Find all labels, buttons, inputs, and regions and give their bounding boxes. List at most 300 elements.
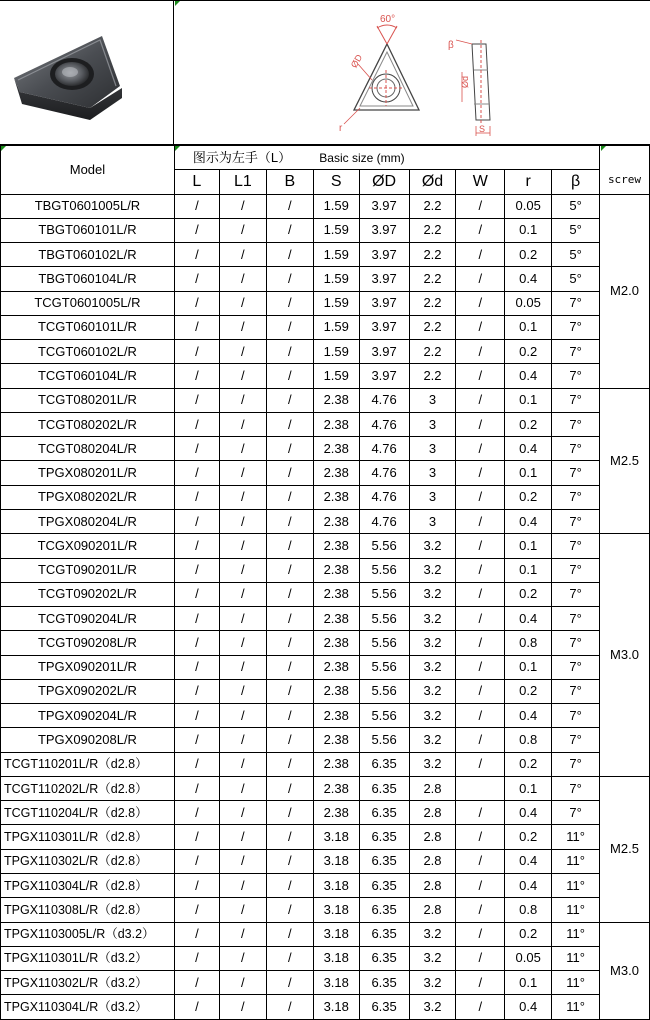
cell-r: 0.2 xyxy=(505,922,552,946)
cell-L1: / xyxy=(219,582,266,606)
cell-L: / xyxy=(174,776,219,800)
cell-W: / xyxy=(456,704,505,728)
model-cell: TBGT0601005L/R xyxy=(1,194,175,218)
cell-L: / xyxy=(174,291,219,315)
cell-r: 0.1 xyxy=(505,655,552,679)
cell-L1: / xyxy=(219,704,266,728)
cell-L: / xyxy=(174,849,219,873)
cell-L1: / xyxy=(219,534,266,558)
cell-r: 0.1 xyxy=(505,558,552,582)
cell-beta: 7° xyxy=(552,631,600,655)
cell-B: / xyxy=(266,922,313,946)
cell-L: / xyxy=(174,873,219,897)
cell-beta: 7° xyxy=(552,752,600,776)
cell-B: / xyxy=(266,825,313,849)
cell-S: 2.38 xyxy=(313,461,359,485)
cell-S: 2.38 xyxy=(313,437,359,461)
cell-beta: 7° xyxy=(552,558,600,582)
cell-phi-d: 3.2 xyxy=(409,582,456,606)
cell-phi-D: 6.35 xyxy=(359,849,409,873)
cell-S: 2.38 xyxy=(313,752,359,776)
cell-phi-d: 3.2 xyxy=(409,728,456,752)
cell-W: / xyxy=(456,971,505,995)
cell-L: / xyxy=(174,534,219,558)
cell-phi-D: 3.97 xyxy=(359,364,409,388)
model-cell: TCGT080202L/R xyxy=(1,412,175,436)
table-row xyxy=(1,946,650,970)
model-cell: TPGX1103005L/R（d3.2） xyxy=(1,922,175,946)
cell-phi-d: 3 xyxy=(409,437,456,461)
cell-phi-D: 4.76 xyxy=(359,509,409,533)
cell-L1: / xyxy=(219,607,266,631)
cell-L1: / xyxy=(219,752,266,776)
phi-d-label: Ød xyxy=(460,75,470,88)
cell-phi-D: 4.76 xyxy=(359,461,409,485)
cell-W: / xyxy=(456,898,505,922)
model-cell: TPGX090201L/R xyxy=(1,655,175,679)
cell-phi-D: 3.97 xyxy=(359,243,409,267)
cell-W: / xyxy=(456,825,505,849)
cell-L: / xyxy=(174,194,219,218)
table-row xyxy=(1,922,650,946)
cell-L: / xyxy=(174,218,219,242)
cell-B: / xyxy=(266,558,313,582)
cell-S: 2.38 xyxy=(313,776,359,800)
table-row xyxy=(1,412,650,436)
cell-S: 1.59 xyxy=(313,194,359,218)
model-cell: TCGT0601005L/R xyxy=(1,291,175,315)
cell-L: / xyxy=(174,825,219,849)
cell-r: 0.05 xyxy=(505,291,552,315)
cell-beta: 7° xyxy=(552,340,600,364)
cell-r: 0.2 xyxy=(505,582,552,606)
table-row xyxy=(1,607,650,631)
cell-phi-d: 3.2 xyxy=(409,679,456,703)
cell-B: / xyxy=(266,776,313,800)
cell-r: 0.4 xyxy=(505,873,552,897)
cell-phi-D: 6.35 xyxy=(359,971,409,995)
cell-r: 0.8 xyxy=(505,728,552,752)
col-beta: β xyxy=(552,170,600,194)
screw-size-cell: M2.0 xyxy=(600,194,650,388)
cell-mark xyxy=(601,146,606,151)
cell-L: / xyxy=(174,412,219,436)
cell-B: / xyxy=(266,485,313,509)
cell-beta: 11° xyxy=(552,898,600,922)
cell-r: 0.2 xyxy=(505,679,552,703)
cell-L: / xyxy=(174,898,219,922)
cell-W: / xyxy=(456,364,505,388)
cell-W: / xyxy=(456,194,505,218)
cell-phi-D: 6.35 xyxy=(359,946,409,970)
cell-L1: / xyxy=(219,849,266,873)
cell-B: / xyxy=(266,340,313,364)
r-label: r xyxy=(339,123,343,134)
cell-mark xyxy=(175,1,180,6)
cell-phi-D: 4.76 xyxy=(359,412,409,436)
cell-r: 0.1 xyxy=(505,315,552,339)
cell-r: 0.4 xyxy=(505,267,552,291)
cell-beta: 7° xyxy=(552,509,600,533)
table-row xyxy=(1,291,650,315)
cell-S: 2.38 xyxy=(313,679,359,703)
cell-L: / xyxy=(174,995,219,1019)
cell-phi-D: 6.35 xyxy=(359,752,409,776)
cell-S: 1.59 xyxy=(313,315,359,339)
cell-S: 1.59 xyxy=(313,218,359,242)
cell-L1: / xyxy=(219,218,266,242)
cell-W: / xyxy=(456,509,505,533)
cell-W: / xyxy=(456,388,505,412)
cell-S: 3.18 xyxy=(313,825,359,849)
cell-W: / xyxy=(456,679,505,703)
cell-beta: 11° xyxy=(552,849,600,873)
cell-beta: 11° xyxy=(552,971,600,995)
cell-phi-d: 3 xyxy=(409,388,456,412)
cell-phi-D: 5.56 xyxy=(359,607,409,631)
cell-L1: / xyxy=(219,946,266,970)
S-label: S xyxy=(479,124,486,134)
cell-beta: 7° xyxy=(552,728,600,752)
cell-phi-D: 5.56 xyxy=(359,679,409,703)
cell-L: / xyxy=(174,461,219,485)
model-header: Model xyxy=(1,146,175,195)
cell-mark xyxy=(175,146,180,151)
cell-phi-D: 5.56 xyxy=(359,728,409,752)
table-row xyxy=(1,801,650,825)
cell-phi-D: 4.76 xyxy=(359,485,409,509)
cell-B: / xyxy=(266,388,313,412)
cell-L1: / xyxy=(219,194,266,218)
cell-W: / xyxy=(456,461,505,485)
model-cell: TBGT060102L/R xyxy=(1,243,175,267)
cell-L1: / xyxy=(219,388,266,412)
cell-r: 0.4 xyxy=(505,801,552,825)
cell-S: 3.18 xyxy=(313,946,359,970)
cell-r: 0.1 xyxy=(505,971,552,995)
cell-beta: 11° xyxy=(552,922,600,946)
cell-W: / xyxy=(456,849,505,873)
cell-W: / xyxy=(456,437,505,461)
cell-B: / xyxy=(266,801,313,825)
cell-W: / xyxy=(456,607,505,631)
cell-beta: 5° xyxy=(552,267,600,291)
cell-B: / xyxy=(266,898,313,922)
cell-phi-d: 3 xyxy=(409,461,456,485)
cell-B: / xyxy=(266,849,313,873)
model-cell: TPGX110304L/R（d2.8） xyxy=(1,873,175,897)
cell-beta: 7° xyxy=(552,485,600,509)
model-cell: TCGT060101L/R xyxy=(1,315,175,339)
cell-phi-D: 6.35 xyxy=(359,995,409,1019)
cell-beta: 7° xyxy=(552,437,600,461)
model-cell: TCGT090204L/R xyxy=(1,607,175,631)
cell-beta: 5° xyxy=(552,218,600,242)
model-cell: TBGT060104L/R xyxy=(1,267,175,291)
cell-phi-d: 3.2 xyxy=(409,607,456,631)
cell-beta: 11° xyxy=(552,946,600,970)
cell-L1: / xyxy=(219,315,266,339)
cell-beta: 7° xyxy=(552,776,600,800)
cell-B: / xyxy=(266,752,313,776)
cell-L1: / xyxy=(219,801,266,825)
model-cell: TCGT080204L/R xyxy=(1,437,175,461)
cell-r: 0.4 xyxy=(505,364,552,388)
table-row xyxy=(1,340,650,364)
cell-beta: 7° xyxy=(552,364,600,388)
cell-phi-d: 3 xyxy=(409,412,456,436)
cell-L1: / xyxy=(219,898,266,922)
cell-r: 0.4 xyxy=(505,995,552,1019)
model-cell: TPGX090208L/R xyxy=(1,728,175,752)
cell-L: / xyxy=(174,607,219,631)
cell-W: / xyxy=(456,267,505,291)
cell-W: / xyxy=(456,291,505,315)
technical-drawing-cell xyxy=(174,0,650,145)
cell-B: / xyxy=(266,509,313,533)
cell-S: 2.38 xyxy=(313,534,359,558)
cell-beta: 11° xyxy=(552,995,600,1019)
screw-size-cell: M3.0 xyxy=(600,922,650,1019)
cell-S: 2.38 xyxy=(313,558,359,582)
model-cell: TCGT060104L/R xyxy=(1,364,175,388)
col-B: B xyxy=(266,170,313,194)
cell-r: 0.2 xyxy=(505,485,552,509)
cell-L1: / xyxy=(219,631,266,655)
cell-r: 0.4 xyxy=(505,704,552,728)
table-row xyxy=(1,315,650,339)
cell-W: / xyxy=(456,412,505,436)
cell-beta: 7° xyxy=(552,704,600,728)
model-cell: TCGT090208L/R xyxy=(1,631,175,655)
cell-B: / xyxy=(266,679,313,703)
cell-phi-D: 4.76 xyxy=(359,388,409,412)
cell-beta: 7° xyxy=(552,412,600,436)
cell-phi-D: 3.97 xyxy=(359,194,409,218)
cell-S: 2.38 xyxy=(313,485,359,509)
table-row xyxy=(1,704,650,728)
cell-L: / xyxy=(174,922,219,946)
angle-annotation xyxy=(377,25,397,44)
cell-r: 0.4 xyxy=(505,437,552,461)
model-cell: TCGT090202L/R xyxy=(1,582,175,606)
cell-W xyxy=(456,776,505,800)
cell-L1: / xyxy=(219,655,266,679)
cell-S: 1.59 xyxy=(313,267,359,291)
table-row xyxy=(1,558,650,582)
cell-phi-d: 2.2 xyxy=(409,340,456,364)
cell-L1: / xyxy=(219,243,266,267)
left-hand-note: 图示为左手（L） xyxy=(174,146,313,170)
cell-L: / xyxy=(174,631,219,655)
cell-beta: 7° xyxy=(552,291,600,315)
model-cell: TBGT060101L/R xyxy=(1,218,175,242)
cell-B: / xyxy=(266,315,313,339)
cell-S: 1.59 xyxy=(313,243,359,267)
model-cell: TPGX080201L/R xyxy=(1,461,175,485)
cell-beta: 7° xyxy=(552,388,600,412)
model-cell: TCGX090201L/R xyxy=(1,534,175,558)
cell-L: / xyxy=(174,364,219,388)
cell-L1: / xyxy=(219,412,266,436)
cell-phi-d: 2.2 xyxy=(409,291,456,315)
table-row xyxy=(1,873,650,897)
cell-W: / xyxy=(456,315,505,339)
cell-beta: 7° xyxy=(552,655,600,679)
cell-L: / xyxy=(174,388,219,412)
cell-L1: / xyxy=(219,291,266,315)
insert-photo xyxy=(0,0,174,145)
cell-L: / xyxy=(174,946,219,970)
model-cell: TCGT080201L/R xyxy=(1,388,175,412)
cell-L1: / xyxy=(219,509,266,533)
triangle-front-view xyxy=(354,44,419,110)
model-cell: TCGT110204L/R（d2.8） xyxy=(1,801,175,825)
cell-phi-d: 3.2 xyxy=(409,946,456,970)
cell-B: / xyxy=(266,655,313,679)
cell-phi-D: 3.97 xyxy=(359,315,409,339)
cell-S: 2.38 xyxy=(313,582,359,606)
screw-size-cell: M3.0 xyxy=(600,534,650,777)
cell-r: 0.05 xyxy=(505,946,552,970)
cell-L: / xyxy=(174,267,219,291)
cell-B: / xyxy=(266,946,313,970)
cell-phi-D: 4.76 xyxy=(359,437,409,461)
cell-phi-d: 3.2 xyxy=(409,655,456,679)
cell-B: / xyxy=(266,971,313,995)
cell-L: / xyxy=(174,558,219,582)
cell-L: / xyxy=(174,315,219,339)
cell-L1: / xyxy=(219,558,266,582)
cell-phi-d: 2.8 xyxy=(409,776,456,800)
cell-phi-D: 3.97 xyxy=(359,291,409,315)
cell-beta: 11° xyxy=(552,825,600,849)
cell-B: / xyxy=(266,218,313,242)
model-cell: TPGX080202L/R xyxy=(1,485,175,509)
cell-phi-D: 5.56 xyxy=(359,534,409,558)
cell-beta: 7° xyxy=(552,607,600,631)
cell-L1: / xyxy=(219,825,266,849)
cell-r: 0.1 xyxy=(505,461,552,485)
cell-phi-d: 3 xyxy=(409,509,456,533)
cell-phi-d: 2.2 xyxy=(409,243,456,267)
col-phi-d: Ød xyxy=(409,170,456,194)
cell-W: / xyxy=(456,534,505,558)
cell-S: 2.38 xyxy=(313,607,359,631)
cell-L1: / xyxy=(219,776,266,800)
cell-L1: / xyxy=(219,971,266,995)
cell-r: 0.2 xyxy=(505,825,552,849)
table-row xyxy=(1,995,650,1019)
cell-mark xyxy=(1,146,6,151)
cell-L1: / xyxy=(219,922,266,946)
cell-L1: / xyxy=(219,873,266,897)
cell-W: / xyxy=(456,582,505,606)
cell-S: 2.38 xyxy=(313,801,359,825)
cell-B: / xyxy=(266,873,313,897)
basic-size-header: Basic size (mm) xyxy=(313,146,599,170)
cell-phi-D: 5.56 xyxy=(359,655,409,679)
cell-beta: 7° xyxy=(552,582,600,606)
cell-B: / xyxy=(266,364,313,388)
cell-S: 2.38 xyxy=(313,509,359,533)
cell-phi-d: 2.8 xyxy=(409,825,456,849)
cell-phi-D: 6.35 xyxy=(359,922,409,946)
model-cell: TPGX110301L/R（d3.2） xyxy=(1,946,175,970)
cell-r: 0.1 xyxy=(505,218,552,242)
cell-r: 0.1 xyxy=(505,534,552,558)
cell-r: 0.4 xyxy=(505,607,552,631)
cell-phi-D: 5.56 xyxy=(359,704,409,728)
cell-B: / xyxy=(266,631,313,655)
cell-B: / xyxy=(266,194,313,218)
cell-phi-d: 3.2 xyxy=(409,971,456,995)
cell-phi-d: 3.2 xyxy=(409,752,456,776)
model-cell: TPGX090204L/R xyxy=(1,704,175,728)
cell-phi-D: 3.97 xyxy=(359,218,409,242)
model-cell: TCGT110202L/R（d2.8） xyxy=(1,776,175,800)
cell-phi-d: 3.2 xyxy=(409,558,456,582)
screw-header: screw xyxy=(600,146,650,195)
cell-W: / xyxy=(456,558,505,582)
cell-W: / xyxy=(456,946,505,970)
col-S: S xyxy=(313,170,359,194)
cell-B: / xyxy=(266,291,313,315)
cell-r: 0.2 xyxy=(505,340,552,364)
cell-phi-d: 3.2 xyxy=(409,704,456,728)
cell-S: 2.38 xyxy=(313,412,359,436)
cell-r: 0.8 xyxy=(505,631,552,655)
cell-phi-D: 6.35 xyxy=(359,776,409,800)
cell-L1: / xyxy=(219,679,266,703)
cell-L1: / xyxy=(219,267,266,291)
cell-phi-d: 2.8 xyxy=(409,849,456,873)
table-row xyxy=(1,534,650,558)
cell-W: / xyxy=(456,485,505,509)
angle-label: 60° xyxy=(380,14,396,25)
cell-S: 3.18 xyxy=(313,971,359,995)
cell-beta: 7° xyxy=(552,801,600,825)
table-row xyxy=(1,582,650,606)
beta-label: β xyxy=(448,40,454,51)
cell-B: / xyxy=(266,412,313,436)
cell-L: / xyxy=(174,509,219,533)
table-row xyxy=(1,971,650,995)
cell-L: / xyxy=(174,485,219,509)
table-row xyxy=(1,752,650,776)
model-cell: TCGT060102L/R xyxy=(1,340,175,364)
cell-phi-d: 2.2 xyxy=(409,218,456,242)
cell-L: / xyxy=(174,679,219,703)
table-row xyxy=(1,898,650,922)
cell-S: 3.18 xyxy=(313,849,359,873)
model-cell: TPGX090202L/R xyxy=(1,679,175,703)
cell-L: / xyxy=(174,243,219,267)
cell-L1: / xyxy=(219,364,266,388)
cell-S: 2.38 xyxy=(313,655,359,679)
cell-beta: 5° xyxy=(552,194,600,218)
table-row xyxy=(1,631,650,655)
cell-phi-d: 2.2 xyxy=(409,194,456,218)
cell-L1: / xyxy=(219,995,266,1019)
cell-W: / xyxy=(456,873,505,897)
cell-phi-d: 2.8 xyxy=(409,898,456,922)
col-W: W xyxy=(456,170,505,194)
cell-phi-d: 2.2 xyxy=(409,364,456,388)
cell-phi-D: 6.35 xyxy=(359,898,409,922)
cell-phi-D: 5.56 xyxy=(359,582,409,606)
cell-S: 1.59 xyxy=(313,340,359,364)
